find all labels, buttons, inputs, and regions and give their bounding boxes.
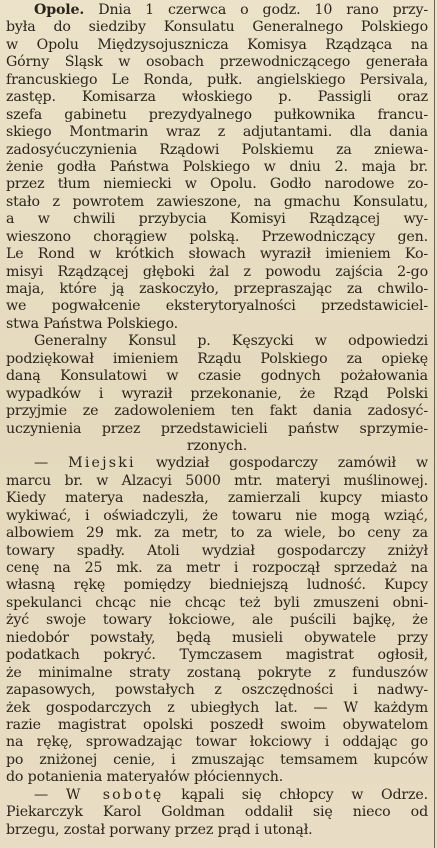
text-line [6, 455, 428, 472]
text-line: własną rękę pomiędzy biedniejszą ludność. Kupcy [6, 577, 428, 594]
text-line: zapasowych, powstałych z oszczędności i nadwy- [6, 682, 428, 699]
text-line: misyi Rządzącej głęboki żal z powodu zajścia 2-go [6, 263, 428, 280]
text-line: razie magistrat opolski poszedł swoim obywatelom [6, 716, 428, 733]
text-line: szefa gabinetu prezydyalnego pułkownika francu- [6, 106, 428, 123]
text-line: maja, które ją zaskoczyło, przepraszając za chwilo- [6, 281, 428, 297]
dash-mark: — [34, 786, 66, 803]
text-line: zadosyćuczynienia Rządowi Polskiemu za zniewa- [6, 141, 428, 158]
text-line: cenę na 25 mk. za metr i rozpoczął sprzedaż na [6, 560, 428, 576]
text-line: Le Rond w krótkich słowach wyraził imieniem Ko- [6, 246, 428, 263]
text-line: spekulanci chcąc nie chcąc też byli zmuszeni obni- [6, 594, 428, 611]
text-line: Piekarczyk Karol Goldman oddalił się nieco od [6, 804, 428, 821]
text-line: żenie godła Państwa Polskiego w dniu 2. maja br. [6, 158, 428, 175]
text-line: na rękę, sprowadzając towar łokciowy i oddając go [6, 734, 428, 751]
text-line: stwa Państwa Polskiego. [6, 315, 178, 332]
text-line: niedobór powstały, będą musieli obywatele przy [6, 629, 428, 646]
text-line: w Opolu Międzysojusznicza Komisya Rządząca na [6, 36, 428, 53]
text-line: we pogwałcenie eksterytoryalności przedstawiciel- [6, 298, 428, 315]
paragraph-lead-spaced: Miejski [68, 455, 136, 472]
text-line: marcu br. w Alzacyi 5000 mtr. materyi muślinowej. [6, 472, 428, 489]
paragraph-municipal-fabric [6, 455, 428, 786]
paragraph-lead-place: Opole. [34, 2, 85, 18]
text-line: Kiedy materya nadeszła, zamierzali kupcy miasto [6, 490, 428, 507]
text-line: Generalny Konsul p. Kęszycki w odpowiedzi [34, 333, 428, 350]
paragraph-opole-commission [6, 2, 428, 333]
paragraph-lead-spaced: W sobotę [65, 786, 164, 803]
text-line: żyć swoje towary łokciowe, ale puścili bajkę, że [6, 612, 428, 629]
dash-mark: — [34, 455, 69, 472]
text-line: że minimalne straty zostaną pokryte z funduszów [6, 664, 428, 681]
text-line [6, 787, 428, 804]
text-line: podatkach pokryć. Tymczasem magistrat ogłosił, [6, 647, 428, 664]
text-line: stało z powrotem zawieszone, na gmachu Konsulatu, [6, 193, 428, 210]
text-line: daną Konsulatowi w czasie godnych pożałowania [6, 368, 428, 385]
text-line: uczynienia przez przedstawicieli państw sprzymie- [6, 420, 428, 437]
news-column [6, 2, 428, 839]
text-line: przyjmie ze zadowoleniem ten fakt dania zadosyć- [6, 403, 428, 420]
text-line: po zniżonej cenie, i zmuszając temsamem kupców [6, 751, 428, 768]
text-line-rest: Dnia 1 czerwca o godz. 10 rano przy- [84, 2, 428, 18]
column-rule [434, 0, 435, 848]
text-line: brzegu, został porwany przez prąd i utonął. [6, 821, 313, 838]
text-line: Górny Śląsk w osobach przewodniczącego generała [6, 54, 428, 71]
text-line: francuskiego Le Ronda, pułk. angielskiego Persivala, [6, 71, 428, 88]
text-line: wypadków i wyraził przekonanie, że Rząd Polski [6, 385, 428, 402]
text-line: przez tłum niemiecki w Opolu. Godło narodowe zo- [6, 176, 428, 193]
text-line: żek gospodarczych z ubiegłych lat. — W każdym [6, 699, 428, 716]
text-line: rzonych. [186, 437, 248, 454]
text-line: podziękował imieniem Rządu Polskiego za opiekę [6, 350, 428, 367]
text-line: wieszono chorągiew polską. Przewodniczący gen. [6, 228, 428, 245]
text-line-rest: wydział gospodarczy zamówił w [135, 455, 428, 472]
text-line: skiego Montmarin wraz z adjutantami. dla dania [6, 124, 428, 141]
text-line-rest: kąpali się chłopcy w Odrze. [163, 786, 428, 803]
text-line [6, 2, 428, 19]
text-line: do potanienia materyałów płóciennych. [6, 769, 284, 786]
text-line: była do siedziby Konsulatu Generalnego Polskiego [6, 19, 428, 36]
paragraph-drowning [6, 787, 428, 839]
text-line: albowiem 29 mk. za metr, to za wiele, bo ceny za [6, 525, 428, 542]
text-line: wykiwać, i oświadczyli, że towaru nie mogą wziąć, [6, 507, 428, 524]
text-line: a w chwili przybycia Komisyi Rządzącej wy- [6, 211, 428, 228]
text-line: zastęp. Komisarza włoskiego p. Passigli oraz [6, 89, 428, 106]
paragraph-consul-reply [6, 333, 428, 455]
text-line: towary spadły. Atoli wydział gospodarczy zniżył [6, 542, 428, 559]
